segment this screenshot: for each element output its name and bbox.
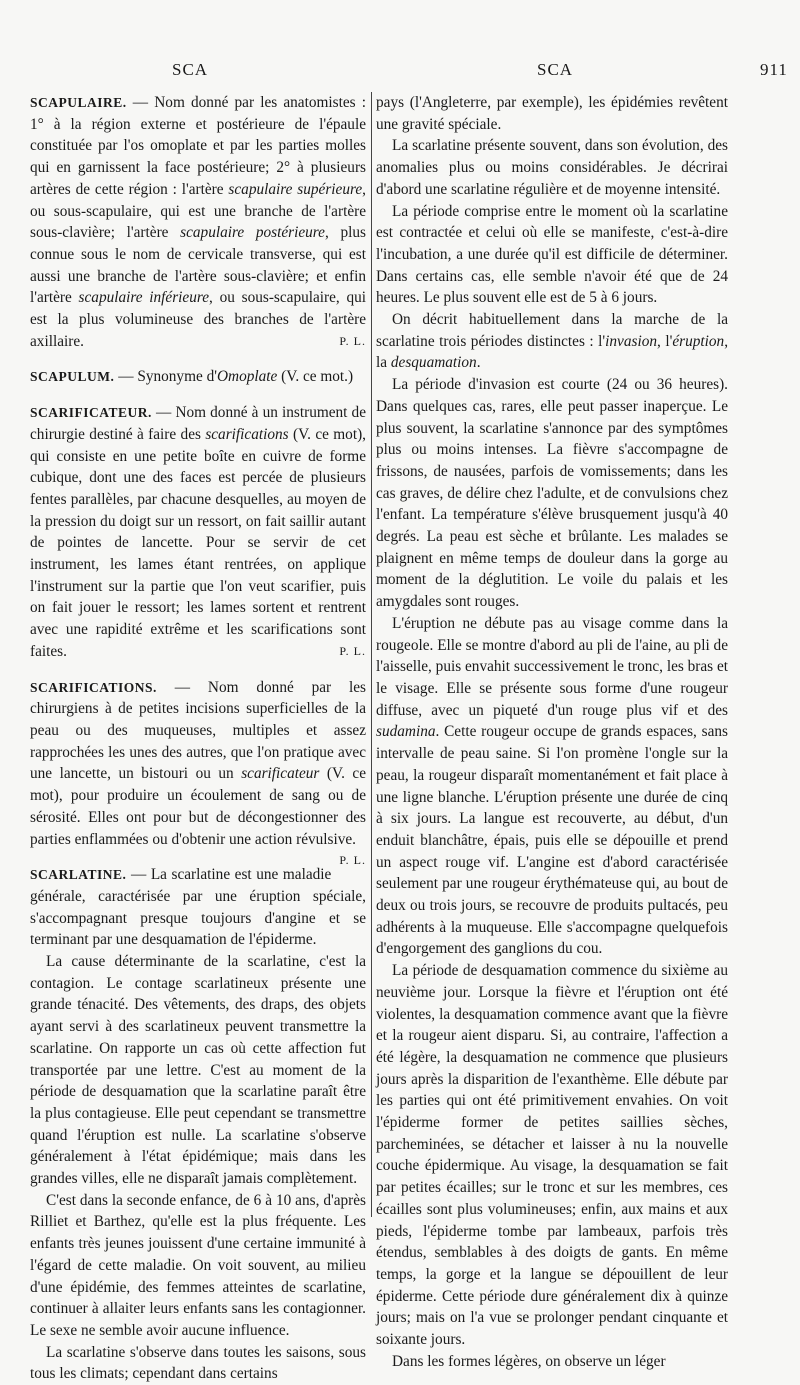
header-left-word: SCA: [172, 60, 209, 79]
header-right-word: SCA: [537, 60, 574, 79]
text-run: , la: [376, 332, 729, 372]
left-column: [30, 92, 367, 1383]
entry-body: (V. ce mot), qui consiste en une petite boîte en cuivre de forme cubique, dont une des faces est percée de plusieurs fentes parallèles, par chacune desquelles, au moyen de la pression du doigt sur un ressort, on fait saillir autant de pointes de lancette. Pour se servir de cet instrument, les lames étant rentrées, on applique l'instrument sur la partie que l'on veut scarifier, puis on fait jouer le ressort; les lames sortent et rentrent avec une rapidité extrême et les scarifications sont faites.: [30, 425, 366, 660]
page-number: 911: [760, 60, 788, 79]
italic-term: scapulaire inférieure: [78, 289, 210, 307]
author-signature: P. L.: [339, 333, 366, 348]
entry-body: (V. ce mot.): [277, 368, 354, 386]
entry-text: [30, 677, 366, 868]
italic-term: éruption: [672, 332, 725, 350]
text-run: .: [476, 354, 481, 372]
right-column: [376, 92, 729, 1370]
entry-body: — Synonyme d': [114, 368, 217, 386]
text-run: , l': [657, 332, 673, 350]
paragraph: C'est dans la seconde enfance, de 6 à 10 ans, d'après Rilliet et Barthez, qu'elle est la plus fréquente. Les enfants très jeunes jouissent d'une certaine immunité à l'égard de cette maladie. On voit souvent, au milieu d'une épidémie, des femmes atteintes de scarlatine, continuer à allaiter leurs enfants sans les contagionner. Le sexe ne semble avoir aucune influence.: [30, 1191, 366, 1339]
entry-headword: SCAPULUM.: [30, 369, 115, 385]
text-run: L'éruption ne débute pas au visage comme dans la rougeole. Elle se montre d'abord au pli de l'aine, au pli de l'aisselle, puis envahit successivement le tronc, les bras et le visage. Elle se présente sous forme d'une rougeur diffuse, avec un piqueté d'un rouge plus vif et des: [376, 614, 728, 719]
entry-body: , ou sous-scapulaire, qui est une branche de l'artère sous-clavière; l'artère: [30, 180, 366, 242]
entry-body: — Nom donné par les anatomistes : 1° à la région externe et postérieure de l'épaule constituée par l'os omoplate et par les parties molles qui en garnissent la face postérieure; 2° à plusieurs artères de cette région : l'artère: [30, 94, 366, 198]
entry-body: , plus connue sous le nom de cervicale transverse, qui est aussi une branche de l'artère sous-clavière; et enfin l'artère: [30, 224, 366, 307]
entry-scarificateur: [30, 402, 366, 662]
entry-headword: SCARIFICATIONS.: [30, 679, 157, 695]
italic-term: invasion: [605, 332, 657, 350]
entry-scapulum: [30, 366, 366, 388]
entry-body: (V. ce mot), pour produire un écoulement de sang ou de sérosité. Elles ont pour but de décongestionner des parties enflammées ou d'obtenir une action révulsive.: [30, 765, 366, 848]
entry-headword: SCAPULAIRE.: [30, 95, 127, 110]
italic-term: scarifications: [205, 425, 289, 443]
paragraph: La période comprise entre le moment où la scarlatine est contractée et celui où elle se manifeste, c'est-à-dire l'incubation, a une durée qu'il est difficile de déterminer. Dans certains cas, elle semble n'avoir été que de 24 heures. Le plus souvent elle est de 5 à 6 jours.: [376, 202, 728, 307]
paragraph: pays (l'Angleterre, par exemple), les épidémies revêtent une gravité spéciale.: [376, 94, 728, 133]
paragraph: La cause déterminante de la scarlatine, c'est la contagion. Le contage scarlatineux présente une grande ténacité. Des vêtements, des draps, des objets ayant servi à des scarlatineux peuvent transmettre la scarlatine. On rapporte un cas où cette affection fut transportée par une lettre. C'est au moment de la période de desquamation que la scarlatine paraît être la plus contagieuse. Elle peut cependant se transmettre quand l'éruption est nulle. La scarlatine s'observe généralement à l'état épidémique; mais dans les grandes villes, elle ne disparaît jamais complètement.: [30, 953, 366, 1188]
entry-body: — Nom donné par les chirurgiens à de petites incisions superficielles de la peau ou des muqueuses, multiples et assez rapprochées les unes des autres, que l'on pratique avec une lancette, un bistouri ou un: [30, 678, 366, 783]
entry-headword: SCARIFICATEUR.: [30, 405, 152, 421]
paragraph: La période d'invasion est courte (24 ou 36 heures). Dans quelques cas, rares, elle peut passer inaperçue. Le plus souvent, la scarlatine s'annonce par des symptômes plus ou moins intenses. La fièvre s'accompagne de frissons, de nausées, parfois de vomissements; dans les cas graves, de délire chez l'adulte, et de convulsions chez l'enfant. La température s'élève brusquement jusqu'à 40 degrés. La peau est sèche et brûlante. Les malades se plaignent en même temps de douleur dans la gorge au moment de la déglutition. Le voile du palais et les amygdales sont rouges.: [376, 376, 728, 611]
text-run: On décrit habituellement dans la marche de la scarlatine trois périodes distinctes : l': [376, 311, 728, 350]
italic-term: scapulaire supérieure: [228, 180, 363, 198]
entry-text: [30, 366, 366, 388]
entry-body: — La scarlatine est une maladie générale, caractérisée par une éruption spéciale, s'accompagnant presque toujours d'angine et se terminant par une desquamation de l'épiderme.: [30, 866, 366, 949]
text-run: . Cette rougeur occupe de grands espaces, sans intervalle de peau saine. Si l'on promène l'ongle sur la peau, la rougeur disparaît momentanément et fait place à une ligne blanche. L'éruption présente une durée de cinq à six jours. La langue est recouverte, au début, d'un enduit blanchâtre, épais, puis elle se dépouille et prend un aspect rouge vif. L'angine est d'abord caractérisée seulement par une rougeur érythémateuse qui, au bout de deux ou trois jours, se recouvre de produits pultacés, peu adhérents à la muqueuse. Elle s'accompagne quelquefois d'engorgement des ganglions du cou.: [376, 723, 728, 958]
entry-scapulaire: [30, 92, 366, 352]
author-signature: P. L.: [339, 643, 366, 658]
entry-text: [30, 92, 366, 352]
author-signature: P. L.: [339, 853, 366, 868]
italic-term: sudamina: [376, 723, 436, 741]
entry-headword: SCARLATINE.: [30, 867, 127, 883]
paragraph-eruption: [376, 613, 728, 960]
italic-term: Omoplate: [217, 368, 278, 386]
paragraph: La période de desquamation commence du sixième au neuvième jour. Lorsque la fièvre et l'éruption ont été violentes, la desquamation commence avant que la fièvre et la rougeur aient disparu. Si, au contraire, l'affection a été légère, la desquamation ne commence que plusieurs jours après la disparition de l'exanthème. Elle débute par les parties qui ont été primitivement envahies. On voit l'épiderme former de petites saillies sèches, parcheminées, se détacher et laisser à nu la nouvelle couche épidermique. Au visage, la desquamation se fait par petites écailles; sur le tronc et sur les membres, ces écailles sont plus volumineuses; enfin, aux mains et aux pieds, l'épiderme tombe par lambeaux, parfois très étendus, semblables à des doigts de gants. En même temps, la gorge et la langue se dépouillent de leur épiderme. Cette période dure généralement dix à quinze jours; mais on l'a vue se prolonger pendant cinquante et soixante jours.: [376, 962, 728, 1349]
entry-text: [30, 402, 366, 662]
entry-body: — Nom donné à un instrument de chirurgie destiné à faire des: [30, 404, 366, 443]
paragraph: La scarlatine présente souvent, dans son évolution, des anomalies plus ou moins considérables. Je décrirai d'abord une scarlatine régulière et de moyenne intensité.: [376, 137, 728, 198]
entry-text: [30, 864, 366, 951]
paragraph: Dans les formes légères, on observe un léger: [392, 1352, 666, 1370]
paragraph-periods: [376, 309, 728, 374]
entry-scarifications: [30, 677, 366, 868]
italic-term: scapulaire postérieure: [180, 224, 325, 242]
entry-scarlatine: [30, 864, 366, 1385]
paragraph: La scarlatine s'observe dans toutes les saisons, sous tous les climats; cependant dans certains: [30, 1343, 366, 1383]
entry-body: , ou sous-scapulaire, qui est la plus volumineuse des branches de l'artère axillaire.: [30, 289, 367, 350]
running-header: [0, 60, 800, 84]
italic-term: desquamation: [390, 354, 477, 372]
column-divider: [371, 92, 372, 1217]
italic-term: scarificateur: [241, 765, 320, 783]
